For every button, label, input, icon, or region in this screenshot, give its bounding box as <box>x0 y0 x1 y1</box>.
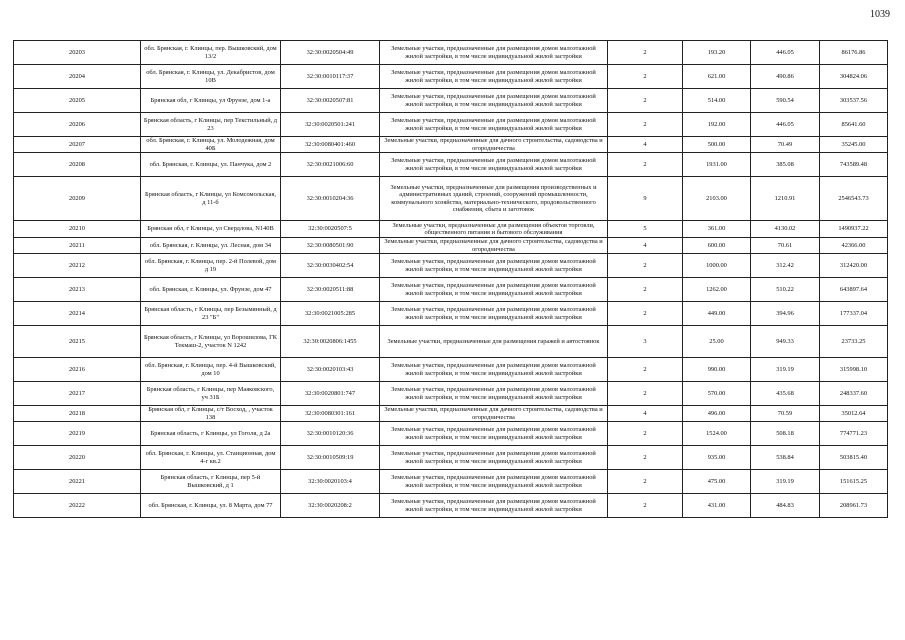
cadastral-value-cell: 774771.23 <box>820 422 888 446</box>
specific-value-cell: 4130.02 <box>751 221 820 238</box>
use-group-cell: 2 <box>608 382 683 406</box>
table-row <box>14 221 888 238</box>
row-id-cell: 20219 <box>14 422 141 446</box>
row-id-cell: 20215 <box>14 326 141 358</box>
address-cell: обл. Брянская, г. Клинцы, пер. Вышковский, дом 13/2 <box>141 41 281 65</box>
address-cell: Брянская область, г Клинцы, пер Безымянный, д 23 "Б" <box>141 302 281 326</box>
specific-value-cell: 538.84 <box>751 446 820 470</box>
row-id-cell: 20218 <box>14 406 141 422</box>
cadastral-value-cell: 1490937.22 <box>820 221 888 238</box>
area-cell: 25.00 <box>683 326 751 358</box>
table-row <box>14 422 888 446</box>
area-cell: 193.20 <box>683 41 751 65</box>
cadastral-value-cell: 151615.25 <box>820 470 888 494</box>
cadastral-number-cell: 32:30:0020507:81 <box>281 89 380 113</box>
cadastral-number-cell: 32:30:0020507:5 <box>281 221 380 238</box>
row-id-cell: 20209 <box>14 177 141 221</box>
cadastral-value-cell: 23733.25 <box>820 326 888 358</box>
area-cell: 514.00 <box>683 89 751 113</box>
area-cell: 449.00 <box>683 302 751 326</box>
use-group-cell: 2 <box>608 113 683 137</box>
cadastral-number-cell: 32:30:0021005:285 <box>281 302 380 326</box>
land-use-purpose-cell: Земельные участки, предназначенные для дачного строительства, садоводства и огородничества <box>380 137 608 153</box>
use-group-cell: 2 <box>608 278 683 302</box>
use-group-cell: 2 <box>608 153 683 177</box>
row-id-cell: 20222 <box>14 494 141 518</box>
address-cell: обл. Брянская, г. Клинцы, ул. Станционная, дом 4-г кв.2 <box>141 446 281 470</box>
cadastral-value-cell: 35245.00 <box>820 137 888 153</box>
address-cell: Брянская область, г Клинцы, пер Маяковского, уч 31Б <box>141 382 281 406</box>
use-group-cell: 9 <box>608 177 683 221</box>
cadastral-value-cell: 85641.60 <box>820 113 888 137</box>
table-row <box>14 302 888 326</box>
table-row <box>14 238 888 254</box>
row-id-cell: 20204 <box>14 65 141 89</box>
land-use-purpose-cell: Земельные участки, предназначенные для размещения домов малоэтажной жилой застройки, в том числе индивидуальной жилой застройки <box>380 278 608 302</box>
use-group-cell: 2 <box>608 254 683 278</box>
cadastral-number-cell: 32:30:0020504:49 <box>281 41 380 65</box>
use-group-cell: 2 <box>608 494 683 518</box>
table-row <box>14 470 888 494</box>
cadastral-number-cell: 32:30:0020801:747 <box>281 382 380 406</box>
area-cell: 990.00 <box>683 358 751 382</box>
cadastral-value-cell: 86176.86 <box>820 41 888 65</box>
specific-value-cell: 508.18 <box>751 422 820 446</box>
table-row <box>14 137 888 153</box>
cadastral-number-cell: 32:30:0080401:460 <box>281 137 380 153</box>
cadastral-number-cell: 32:30:0080501:90 <box>281 238 380 254</box>
specific-value-cell: 319.19 <box>751 470 820 494</box>
cadastral-value-cell: 248337.60 <box>820 382 888 406</box>
cadastral-value-cell: 208961.73 <box>820 494 888 518</box>
table-row <box>14 326 888 358</box>
table-row <box>14 446 888 470</box>
address-cell: обл. Брянская, г. Клинцы, ул. Декабристов, дом 10В <box>141 65 281 89</box>
cadastral-value-cell: 503815.40 <box>820 446 888 470</box>
table-row <box>14 382 888 406</box>
land-use-purpose-cell: Земельные участки, предназначенные для размещения домов малоэтажной жилой застройки, в том числе индивидуальной жилой застройки <box>380 494 608 518</box>
row-id-cell: 20214 <box>14 302 141 326</box>
area-cell: 500.00 <box>683 137 751 153</box>
cadastral-number-cell: 32:30:0020511:88 <box>281 278 380 302</box>
cadastral-value-cell: 42366.00 <box>820 238 888 254</box>
cadastral-number-cell: 32:30:0010120:36 <box>281 422 380 446</box>
area-cell: 496.00 <box>683 406 751 422</box>
use-group-cell: 2 <box>608 302 683 326</box>
address-cell: Брянская область, г Клинцы, ул Комсомольская, д 11-б <box>141 177 281 221</box>
area-cell: 1262.00 <box>683 278 751 302</box>
specific-value-cell: 319.19 <box>751 358 820 382</box>
cadastral-number-cell: 32:30:0010204:36 <box>281 177 380 221</box>
land-use-purpose-cell: Земельные участки, предназначенные для размещения гаражей и автостоянок <box>380 326 608 358</box>
row-id-cell: 20210 <box>14 221 141 238</box>
row-id-cell: 20212 <box>14 254 141 278</box>
area-cell: 570.00 <box>683 382 751 406</box>
table-row <box>14 358 888 382</box>
table-row <box>14 177 888 221</box>
land-use-purpose-cell: Земельные участки, предназначенные для размещения домов малоэтажной жилой застройки, в том числе индивидуальной жилой застройки <box>380 358 608 382</box>
area-cell: 1524.00 <box>683 422 751 446</box>
address-cell: Брянская область, г Клинцы, пер Текстильный, д 23 <box>141 113 281 137</box>
page-number: 1039 <box>870 9 890 20</box>
row-id-cell: 20220 <box>14 446 141 470</box>
area-cell: 192.00 <box>683 113 751 137</box>
specific-value-cell: 70.61 <box>751 238 820 254</box>
land-use-purpose-cell: Земельные участки, предназначенные для размещения объектов торговли, общественного питания и бытового обслуживания <box>380 221 608 238</box>
use-group-cell: 2 <box>608 89 683 113</box>
cadastral-number-cell: 32:30:0010509:19 <box>281 446 380 470</box>
area-cell: 600.00 <box>683 238 751 254</box>
use-group-cell: 2 <box>608 422 683 446</box>
area-cell: 1931.00 <box>683 153 751 177</box>
specific-value-cell: 70.49 <box>751 137 820 153</box>
specific-value-cell: 446.05 <box>751 41 820 65</box>
land-use-purpose-cell: Земельные участки, предназначенные для дачного строительства, садоводства и огородничества <box>380 238 608 254</box>
table-row <box>14 65 888 89</box>
row-id-cell: 20211 <box>14 238 141 254</box>
use-group-cell: 4 <box>608 238 683 254</box>
cadastral-value-cell: 177337.04 <box>820 302 888 326</box>
land-use-purpose-cell: Земельные участки, предназначенные для дачного строительства, садоводства и огородничества <box>380 406 608 422</box>
area-cell: 475.00 <box>683 470 751 494</box>
cadastral-value-cell: 312420.00 <box>820 254 888 278</box>
address-cell: Брянская обл, г Клинцы, ул Свердлова, N140В <box>141 221 281 238</box>
address-cell: Брянская область, г Клинцы, пер 5-й Вышковский, д 1 <box>141 470 281 494</box>
specific-value-cell: 510.22 <box>751 278 820 302</box>
use-group-cell: 2 <box>608 446 683 470</box>
cadastral-number-cell: 32:30:0030402:54 <box>281 254 380 278</box>
area-cell: 361.00 <box>683 221 751 238</box>
specific-value-cell: 70.59 <box>751 406 820 422</box>
use-group-cell: 2 <box>608 65 683 89</box>
address-cell: обл. Брянская, г. Клинцы, пер. 2-й Полевой, дом д 19 <box>141 254 281 278</box>
address-cell: Брянская область, г Клинцы, ул Ворошилова, ГК Текмаш-2, участок N 1242 <box>141 326 281 358</box>
cadastral-number-cell: 32:30:0020806:1455 <box>281 326 380 358</box>
table-row <box>14 254 888 278</box>
use-group-cell: 2 <box>608 358 683 382</box>
row-id-cell: 20203 <box>14 41 141 65</box>
cadastral-value-cell: 35012.64 <box>820 406 888 422</box>
land-use-purpose-cell: Земельные участки, предназначенные для размещения домов малоэтажной жилой застройки, в том числе индивидуальной жилой застройки <box>380 153 608 177</box>
cadastral-number-cell: 32:30:0080301:161 <box>281 406 380 422</box>
land-use-purpose-cell: Земельные участки, предназначенные для размещения домов малоэтажной жилой застройки, в том числе индивидуальной жилой застройки <box>380 65 608 89</box>
area-cell: 2103.00 <box>683 177 751 221</box>
cadastral-value-cell: 304824.06 <box>820 65 888 89</box>
address-cell: обл. Брянская, г. Клинцы, ул. 8 Марта, дом 77 <box>141 494 281 518</box>
specific-value-cell: 385.08 <box>751 153 820 177</box>
table-row <box>14 41 888 65</box>
address-cell: Брянская область, г Клинцы, ул Гоголя, д 2а <box>141 422 281 446</box>
table-row <box>14 89 888 113</box>
specific-value-cell: 312.42 <box>751 254 820 278</box>
area-cell: 621.00 <box>683 65 751 89</box>
table-row <box>14 406 888 422</box>
row-id-cell: 20213 <box>14 278 141 302</box>
use-group-cell: 5 <box>608 221 683 238</box>
use-group-cell: 2 <box>608 470 683 494</box>
area-cell: 935.00 <box>683 446 751 470</box>
address-cell: обл. Брянская, г. Клинцы, ул. Фрунзе, дом 47 <box>141 278 281 302</box>
table-row <box>14 153 888 177</box>
specific-value-cell: 394.96 <box>751 302 820 326</box>
land-use-purpose-cell: Земельные участки, предназначенные для размещения домов малоэтажной жилой застройки, в том числе индивидуальной жилой застройки <box>380 422 608 446</box>
specific-value-cell: 484.83 <box>751 494 820 518</box>
cadastral-value-cell: 743589.48 <box>820 153 888 177</box>
specific-value-cell: 490.86 <box>751 65 820 89</box>
address-cell: Брянская обл, г Клинцы, ул Фрунзе, дом 1-а <box>141 89 281 113</box>
use-group-cell: 2 <box>608 41 683 65</box>
land-use-purpose-cell: Земельные участки, предназначенные для размещения домов малоэтажной жилой застройки, в том числе индивидуальной жилой застройки <box>380 41 608 65</box>
address-cell: обл. Брянская, г. Клинцы, ул. Молодежная, дом 40Б <box>141 137 281 153</box>
land-use-purpose-cell: Земельные участки, предназначенные для размещения домов малоэтажной жилой застройки, в том числе индивидуальной жилой застройки <box>380 446 608 470</box>
cadastral-value-cell: 2546543.73 <box>820 177 888 221</box>
cadastral-value-cell: 303537.56 <box>820 89 888 113</box>
table-row <box>14 494 888 518</box>
row-id-cell: 20206 <box>14 113 141 137</box>
land-use-purpose-cell: Земельные участки, предназначенные для размещения домов малоэтажной жилой застройки, в том числе индивидуальной жилой застройки <box>380 302 608 326</box>
specific-value-cell: 590.54 <box>751 89 820 113</box>
row-id-cell: 20205 <box>14 89 141 113</box>
cadastral-number-cell: 32:30:0020501:241 <box>281 113 380 137</box>
land-use-purpose-cell: Земельные участки, предназначенные для размещения домов малоэтажной жилой застройки, в том числе индивидуальной жилой застройки <box>380 470 608 494</box>
area-cell: 1000.00 <box>683 254 751 278</box>
land-use-purpose-cell: Земельные участки, предназначенные для размещения домов малоэтажной жилой застройки, в том числе индивидуальной жилой застройки <box>380 382 608 406</box>
land-use-purpose-cell: Земельные участки, предназначенные для размещения производственных и административных зданий, строений, сооружений промышленности, коммунального хозяйства, материально-технического, продовольственного снабжения, сбыта и заготовок <box>380 177 608 221</box>
specific-value-cell: 949.33 <box>751 326 820 358</box>
use-group-cell: 4 <box>608 406 683 422</box>
address-cell: обл. Брянская, г. Клинцы, ул. Панчука, дом 2 <box>141 153 281 177</box>
table-row <box>14 278 888 302</box>
specific-value-cell: 1210.91 <box>751 177 820 221</box>
specific-value-cell: 446.05 <box>751 113 820 137</box>
cadastral-number-cell: 32:30:0020103:4 <box>281 470 380 494</box>
row-id-cell: 20217 <box>14 382 141 406</box>
row-id-cell: 20221 <box>14 470 141 494</box>
land-use-purpose-cell: Земельные участки, предназначенные для размещения домов малоэтажной жилой застройки, в том числе индивидуальной жилой застройки <box>380 254 608 278</box>
address-cell: обл. Брянская, г. Клинцы, пер. 4-й Вышковский, дом 10 <box>141 358 281 382</box>
row-id-cell: 20208 <box>14 153 141 177</box>
cadastral-number-cell: 32:30:0020103:43 <box>281 358 380 382</box>
land-use-purpose-cell: Земельные участки, предназначенные для размещения домов малоэтажной жилой застройки, в том числе индивидуальной жилой застройки <box>380 113 608 137</box>
table-row <box>14 113 888 137</box>
cadastral-value-table <box>13 40 888 518</box>
row-id-cell: 20216 <box>14 358 141 382</box>
use-group-cell: 4 <box>608 137 683 153</box>
address-cell: Брянская обл, г Клинцы, с/т Восход, , участок 138 <box>141 406 281 422</box>
cadastral-number-cell: 32:30:0021006:60 <box>281 153 380 177</box>
address-cell: обл. Брянская, г. Клинцы, ул. Лесная, дом 34 <box>141 238 281 254</box>
land-use-purpose-cell: Земельные участки, предназначенные для размещения домов малоэтажной жилой застройки, в том числе индивидуальной жилой застройки <box>380 89 608 113</box>
cadastral-value-cell: 315998.10 <box>820 358 888 382</box>
specific-value-cell: 435.68 <box>751 382 820 406</box>
cadastral-number-cell: 32:30:0020208:2 <box>281 494 380 518</box>
use-group-cell: 3 <box>608 326 683 358</box>
cadastral-value-cell: 643897.64 <box>820 278 888 302</box>
cadastral-number-cell: 32:30:0010117:37 <box>281 65 380 89</box>
area-cell: 431.00 <box>683 494 751 518</box>
row-id-cell: 20207 <box>14 137 141 153</box>
